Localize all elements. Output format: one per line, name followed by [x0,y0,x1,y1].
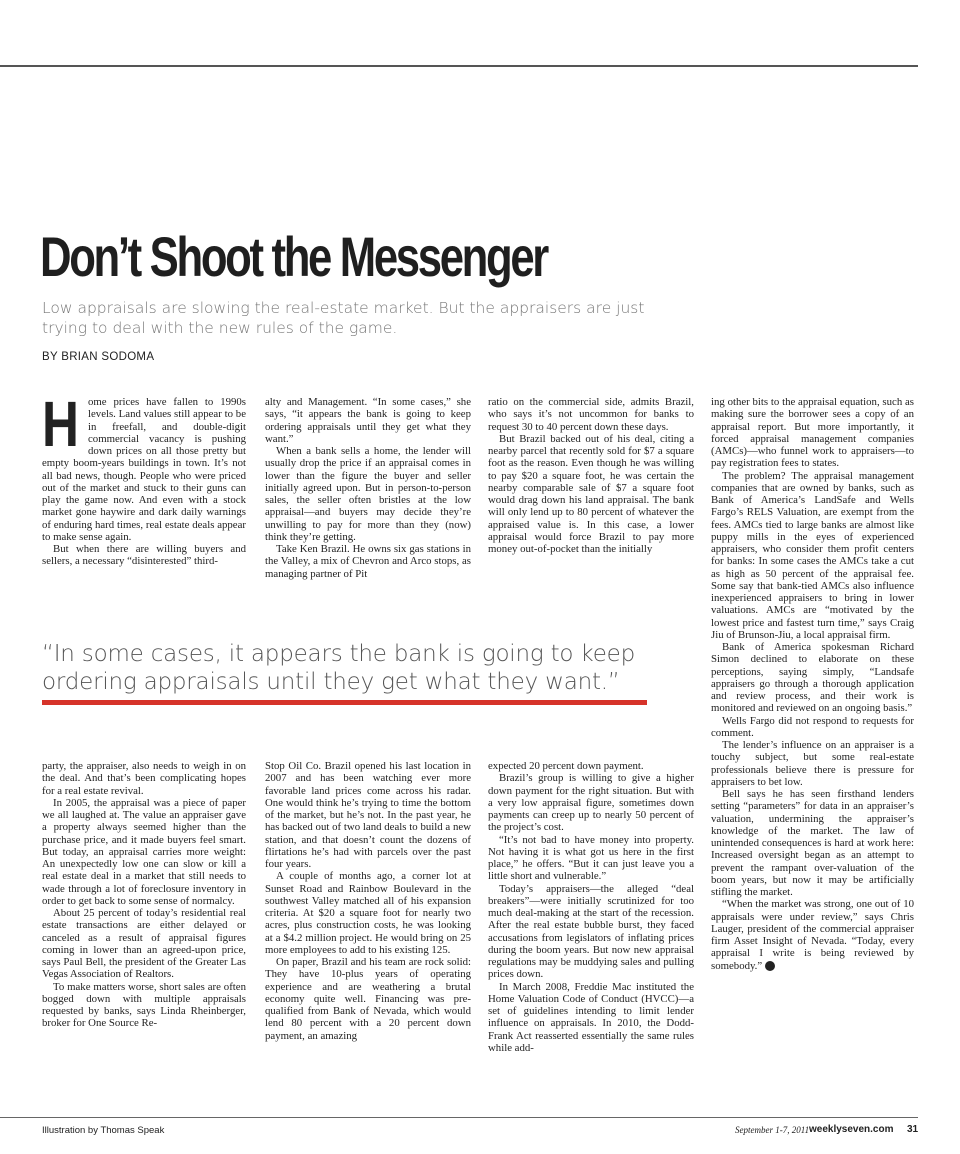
column-4 [711,396,914,972]
upper-column-2 [265,396,471,580]
paragraph: A couple of months ago, a corner lot at Sunset Road and Rainbow Boulevard in the southwest Valley matched all of his expansion criteria. At $20 a square foot for nearly two acres, plus construction costs, he was looking at a $4.2 million project. He would bring on 25 more employees to add to his existing 125. [265,870,471,956]
paragraph: Stop Oil Co. Brazil opened his last location in 2007 and has been watching ever more favorable land prices come across his radar. One would think he’s trying to time the bottom of the market, but he’s not. In the past year, he has backed out of two land deals to build a new station, and that doesn’t count the dozens of flirtations he’s had with parcels over the past four years. [265,760,471,870]
paragraph: ratio on the commercial side, admits Brazil, who says it’s not uncommon for banks to request 30 to 40 percent down these days. [488,396,694,433]
pull-quote-rule [42,700,647,705]
deck: Low appraisals are slowing the real-estate market. But the appraisers are just trying to deal with the new rules of the game. [42,299,645,337]
paragraph: But when there are willing buyers and sellers, a necessary “disinterested” third- [42,543,246,568]
paragraph: Wells Fargo did not respond to requests for comment. [711,714,914,739]
paragraph: expected 20 percent down payment. [488,760,644,772]
drop-cap: H [42,388,79,460]
paragraph: On paper, Brazil and his team are rock solid: They have 10-plus years of operating experience and are weathering a brutal economy quite well. Financing was pre-qualified from Bank of Nevada, which would lend 80 percent with a 20 percent down payment, an amazing [265,956,471,1042]
upper-column-3 [488,396,694,555]
paragraph: “It’s not bad to have money into property. Not having it is what got us here in the first place,” he offers. “But it can just leave you a little short and vulnerable.” [488,833,694,883]
paragraph: In 2005, the appraisal was a piece of paper we all laughed at. The value an appraiser gave a property always seemed higher than the purchase price, and it made buyers feel smart. But today, an appraisal carries more weight: An unexpectedly low one can slow or kill a real estate deal in a market that still needs to wade through a lot of foreclosure inventory in order to get back to some sense of normalcy. [42,796,246,907]
paragraph: Bank of America spokesman Richard Simon declined to elaborate on these perceptions, saying simply, “Landsafe appraisers go through a thorough application and review process, and their work is monitored and reviewed on an ongoing basis.” [711,641,914,715]
paragraph: ing other bits to the appraisal equation, such as making sure the borrower sees a copy of an appraisal report. But more importantly, it forced appraisal management companies (AMCs)—who funnel work to appraisers—to pay registration fees to states. [711,396,914,470]
issue-date: September 1-7, 2011 [735,1125,810,1135]
paragraph: In March 2008, Freddie Mac instituted the Home Valuation Code of Conduct (HVCC)—a set of guidelines intending to limit lender influence on appraisals. In 2010, the Dodd-Frank Act reasserted essentially the same rules while add- [488,980,694,1054]
headline: Don’t Shoot the Messenger [40,225,547,288]
page-number: 31 [907,1124,919,1135]
illustration-credit: Illustration by Thomas Speak [42,1125,165,1136]
paragraph: Brazil’s group is willing to give a higher down payment for the right situation. But with a very low appraisal figure, sometimes down payments can creep up to nearly 50 percent of the project’s cost. [488,772,694,834]
upper-column-1 [42,388,246,568]
paragraph-text: “When the market was strong, one out of 10 appraisals were under review,” says Chris Lauger, president of the commercial appraiser firm Asset Insight of Nevada. “Today, every appraisal I write is being reviewed by somebody.” [711,898,914,972]
bottom-rule [0,1117,918,1118]
paragraph: To make matters worse, short sales are often bogged down with multiple appraisals requested by banks, says Linda Rheinberger, broker for One Source Re- [42,980,246,1030]
byline: BY BRIAN SODOMA [42,351,155,363]
paragraph: The lender’s influence on an appraiser is a touchy subject, but some real-estate professionals believe there is pressure for appraisers to bet low. [711,739,914,788]
paragraph: Take Ken Brazil. He owns six gas stations in the Valley, a mix of Chevron and Arco stops, as managing partner of Pit [265,543,471,580]
paragraph: alty and Management. “In some cases,” she says, “it appears the bank is going to keep ordering appraisals until they get what they want.” [265,396,471,445]
paragraph: When a bank sells a home, the lender will usually drop the price if an appraisal comes in lower than the figure the buyer and seller initially agreed upon. But in person-to-person sales, the seller often bristles at the low appraisal—and buyers may decide they’re unwilling to pay for more than they (now) think they’re getting. [265,445,471,543]
site-url: weeklyseven.com [809,1124,894,1135]
lower-column-3 [488,760,694,1054]
pull-quote: “In some cases, it appears the bank is going to keep ordering appraisals until they get what they want.” [42,641,635,695]
lower-column-1 [42,760,246,1030]
top-rule [0,65,918,67]
paragraph: The problem? The appraisal management companies that are owned by banks, such as Bank of America’s LandSafe and Wells Fargo’s RELS Valuation, are exempt from the fees. AMCs tied to large banks are almost like puppy mills in the eyes of experienced appraisers, who consider them profit centers for banks: In some cases the AMCs take a cut as high as 50 percent of the appraisal fee. Some say that bank-tied AMCs also influence inexperienced appraisers to bring in lower valuations. AMCs are “motivated by the lowest price and fastest turn time,” says Craig Jiu of Brunson-Jiu, a local appraisal firm. [711,469,914,641]
paragraph: But Brazil backed out of his deal, citing a nearby parcel that recently sold for $7 a square foot as the reason. Even though he was willing to pay $20 a square foot, he was certain the nearby comparable sale of $7 a square foot would drag down his land appraisal. The bank will only lend up to 80 percent of whatever the appraised value is. In this case, a lower appraisal would force Brazil to pay more money out-of-pocket than the initially [488,432,694,555]
end-mark-icon: 7 [765,961,775,971]
lower-column-2 [265,760,471,1042]
paragraph: About 25 percent of today’s residential real estate transactions are either delayed or canceled as a result of appraisal figures coming in lower than an agreed-upon price, says Paul Bell, the president of the Greater Las Vegas Association of Realtors. [42,907,246,981]
paragraph: Today’s appraisers—the alleged “deal breakers”—were initially scrutinized for too much deal-making at the start of the recession. After the real estate bubble burst, they faced accusations from legislators of inflating prices during the boom years. But now new appraisal regulations may be muddying sales and pulling prices down. [488,882,694,981]
paragraph: Bell says he has seen firsthand lenders setting “parameters” for data in an appraiser’s valuation, undermining the appraiser’s knowledge of the market. The law of unintended consequences is hard at work here: Increased oversight began as an attempt to prevent the rampant over-valuation of the boom years, but now it may be artificially stifling the market. [711,788,914,898]
paragraph: party, the appraiser, also needs to weigh in on the deal. And that’s been complicating hopes for a real estate revival. [42,760,246,797]
paragraph [711,898,914,972]
paragraph: ome prices have fallen to 1990s levels. Land values still appear to be in freefall, and double-digit commercial vacancy is pushing down prices on all those pretty but empty boom-years buildings in town. It’s not all bad news, though. People who were priced out of the market and stuck to their guns can play the game now. And even with a stock market gone haywire and dark daily warnings of enduring hard times, real estate deals appear to make sense again. [42,396,246,543]
